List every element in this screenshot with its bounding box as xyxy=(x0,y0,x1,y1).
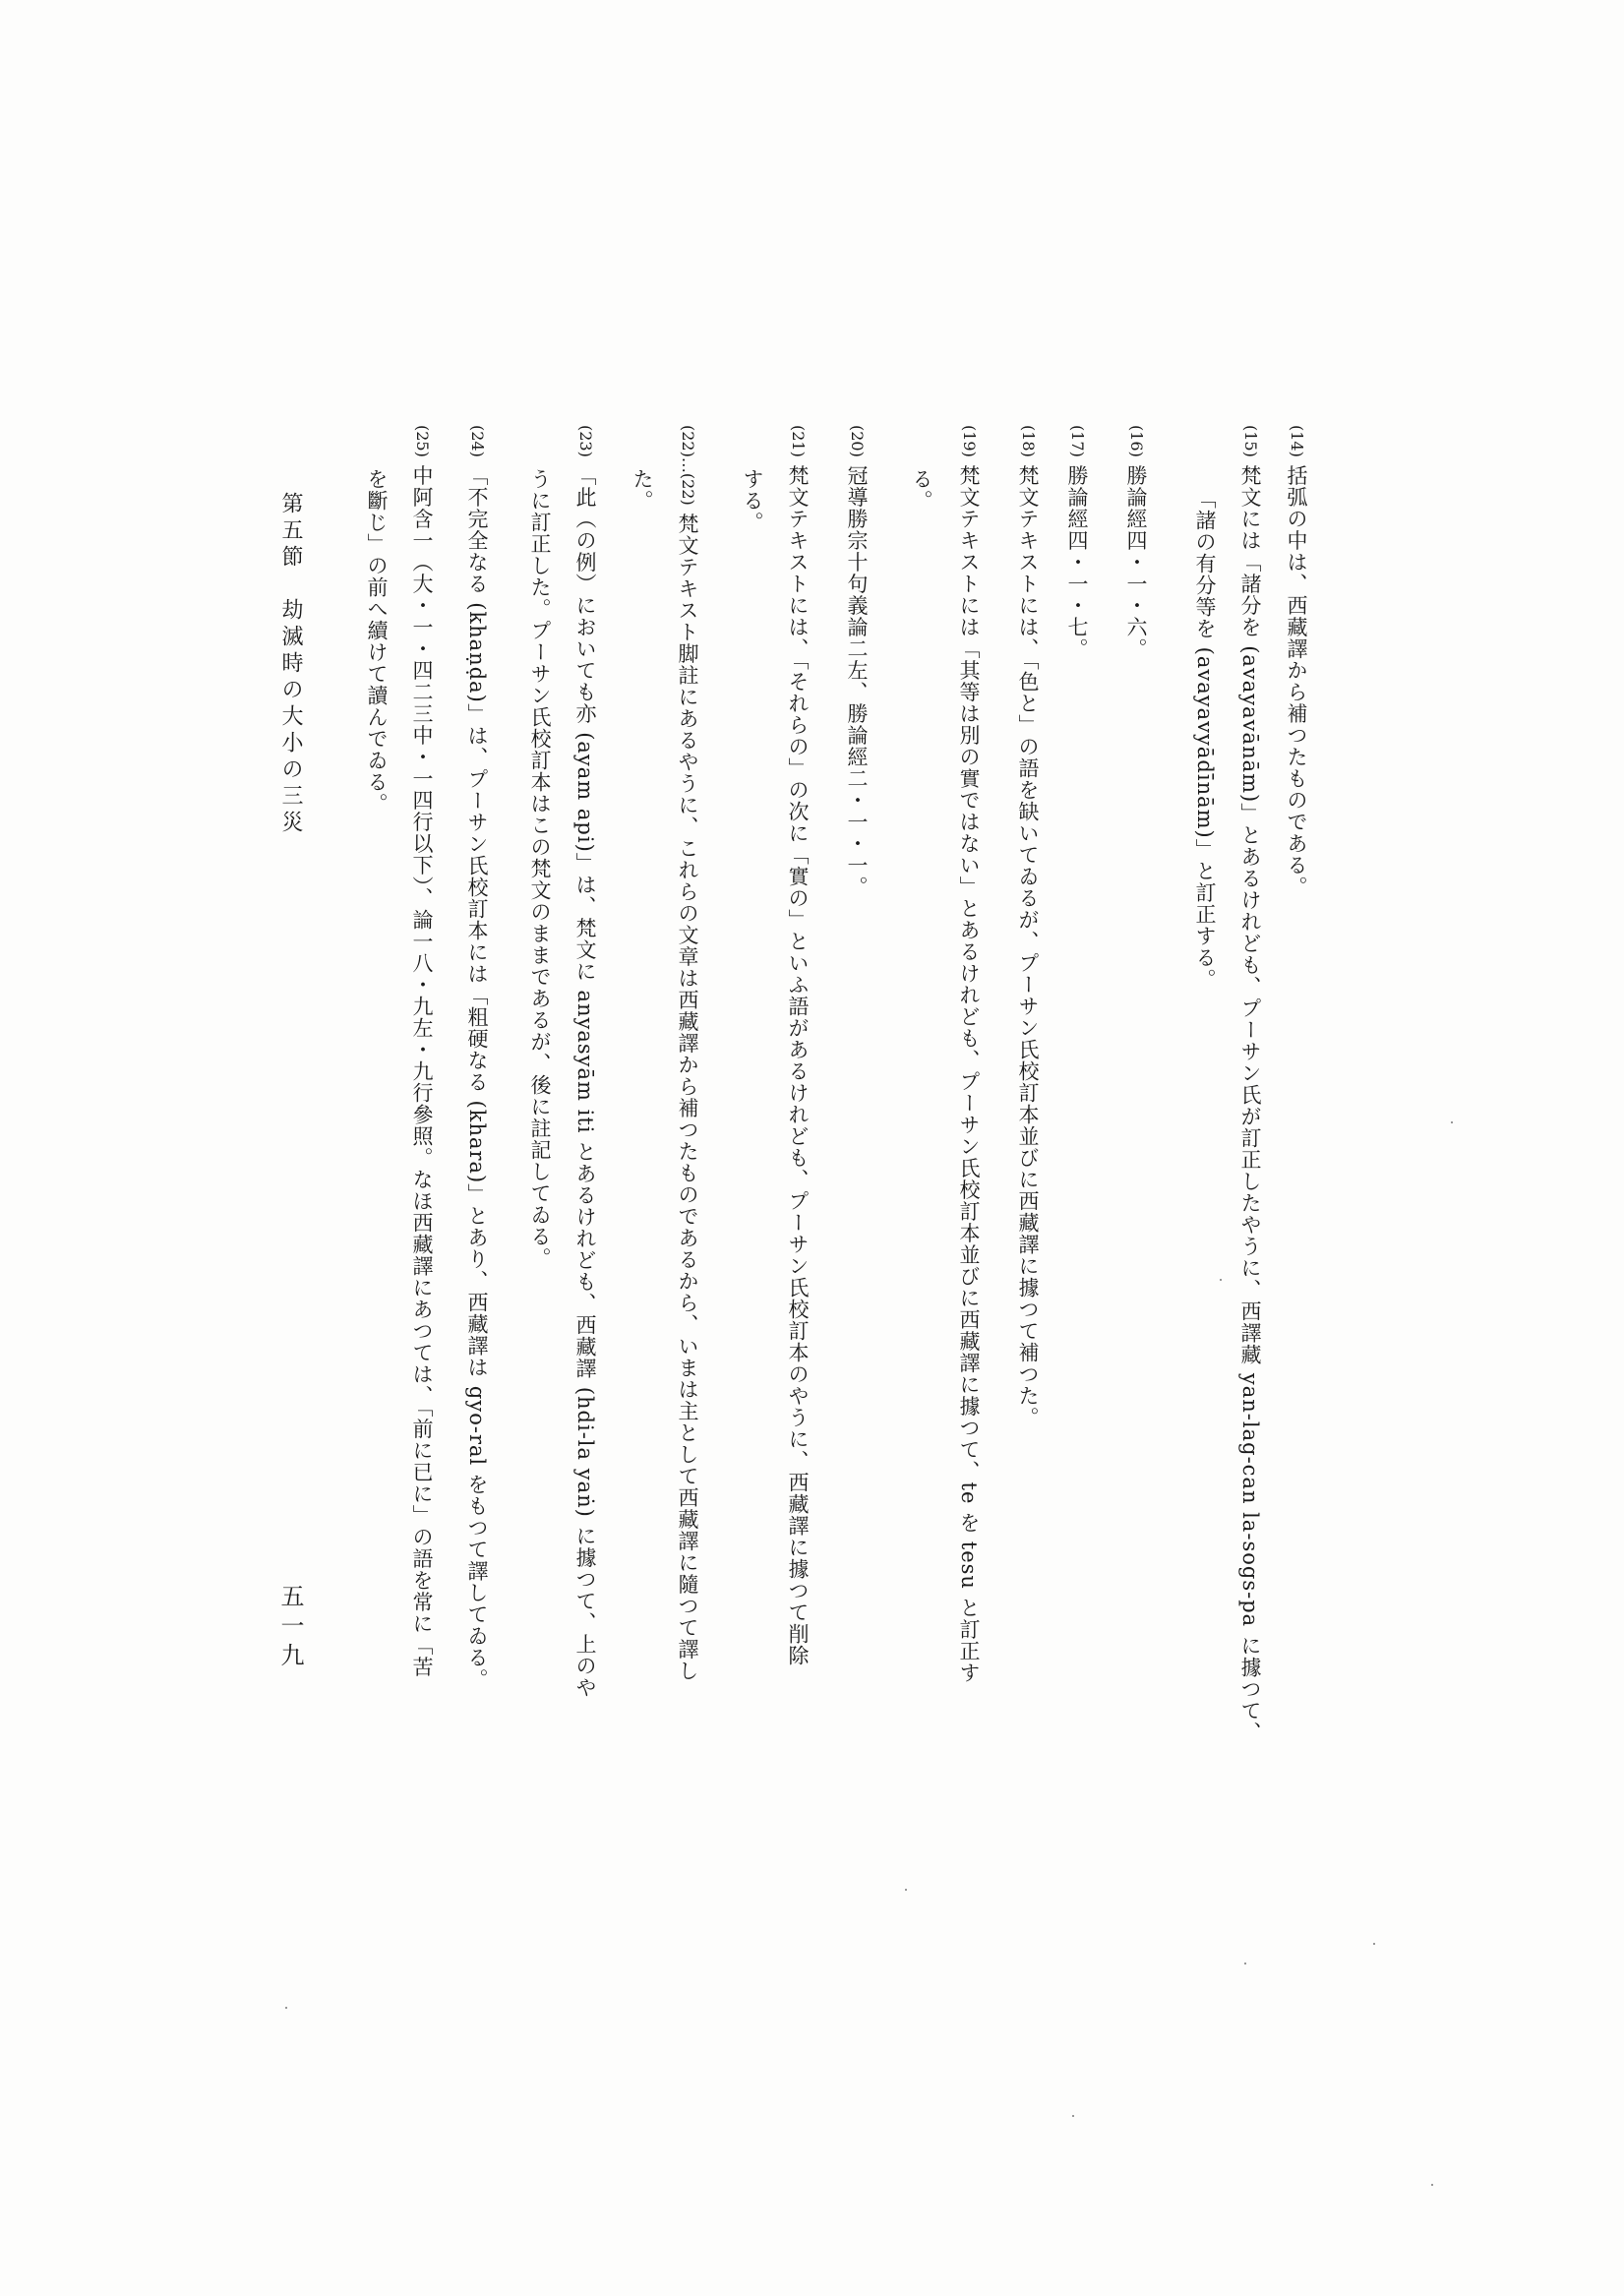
note-text: 冠導勝宗十句義論二左、勝論經二・一・一。 xyxy=(845,464,869,898)
scan-speck xyxy=(1072,2115,1074,2117)
note-23 xyxy=(572,425,598,1699)
note-text: を斷じ」の前へ續けて讀んでゐる。 xyxy=(365,468,389,815)
note-24 xyxy=(464,425,490,1690)
note-number: (22)…(22) xyxy=(679,425,697,506)
scan-speck xyxy=(1431,2184,1433,2186)
note-text: た。 xyxy=(631,468,654,512)
note-text: 勝論經四・一・六。 xyxy=(1124,464,1148,660)
note-21-continuation xyxy=(740,468,765,533)
note-text: 括弧の中は、西藏譯から補つたものである。 xyxy=(1285,464,1308,898)
note-15 xyxy=(1237,425,1263,1743)
note-text: 「此（の例）においても亦 (ayam api)」は、梵文に anyasyām iti とあるけれども、西藏譯 (hdi-la yaṅ) に據つて、上のや xyxy=(573,464,597,1699)
scan-speck xyxy=(1451,1121,1453,1123)
note-22-continuation xyxy=(630,468,655,512)
note-19 xyxy=(956,425,982,1684)
scan-speck xyxy=(1373,1943,1375,1945)
scan-speck xyxy=(905,1889,907,1891)
note-number: (19) xyxy=(960,425,979,457)
note-text: 梵文テキストには、「色と」の語を缺いてゐるが、プーサン氏校訂本並びに西藏譯に據つて補つた。 xyxy=(1016,464,1040,1429)
note-text: る。 xyxy=(910,468,933,512)
scan-speck xyxy=(1220,1279,1222,1281)
note-25 xyxy=(409,425,435,1678)
note-text: 梵文テキストには、「それらの」の次に「實の」といふ語があるけれども、プーサン氏校訂本のやうに、西藏譯に據つて削除 xyxy=(786,464,810,1667)
note-22 xyxy=(675,425,700,1681)
running-head: 第五節 劫滅時の大小の三災 xyxy=(278,492,303,837)
note-number: (21) xyxy=(789,425,808,457)
note-25-continuation xyxy=(364,468,390,815)
note-number: (16) xyxy=(1127,425,1146,457)
note-text: 梵文には「諸分を (avayavānām)」とあるけれども、プーサン氏が訂正したやうに、西譯藏 yan-lag-can la-sogs-pa に據つて、 xyxy=(1238,464,1262,1743)
note-number: (17) xyxy=(1068,425,1087,457)
note-18 xyxy=(1015,425,1041,1428)
note-number: (20) xyxy=(848,425,867,457)
note-text: 「諸の有分等を (avayavyādīnām)」と訂正する。 xyxy=(1193,488,1217,991)
scan-speck xyxy=(1244,1963,1246,1964)
note-number: (14) xyxy=(1288,425,1306,457)
note-text: 「不完全なる (khaṇḍa)」は、プーサン氏校訂本には「粗硬なる (khara)」とあり、西藏譯は gyo-ral をもつて譯してゐる。 xyxy=(465,464,489,1690)
note-text: 梵文テキストには「其等は別の實ではない」とあるけれども、プーサン氏校訂本並びに西藏譯に據つて、te を tesu と訂正す xyxy=(957,464,981,1684)
note-number: (15) xyxy=(1241,425,1260,457)
note-16 xyxy=(1123,425,1149,660)
note-number: (23) xyxy=(576,425,595,457)
note-21 xyxy=(785,425,811,1666)
note-number: (24) xyxy=(468,425,487,457)
note-text: うに訂正した。プーサン氏校訂本はこの梵文のままであるが、後に註記してゐる。 xyxy=(528,468,552,1269)
note-15-continuation xyxy=(1192,488,1218,991)
note-text: 勝論經四・一・七。 xyxy=(1065,464,1089,660)
page-number: 五一九 xyxy=(276,1584,304,1672)
note-14 xyxy=(1284,425,1309,898)
note-number: (18) xyxy=(1019,425,1038,457)
note-20 xyxy=(844,425,870,898)
scan-speck xyxy=(285,2007,287,2009)
note-17 xyxy=(1064,425,1090,660)
note-19-continuation xyxy=(909,468,934,512)
note-text: 中阿含一（大・一・四二三中・一四行以下）、論一八・九左・九行參照。なほ西藏譯にあつては、「前に已に」の語を常に「苦 xyxy=(410,464,434,1678)
note-number: (25) xyxy=(413,425,432,457)
note-23-continuation xyxy=(527,468,553,1269)
note-text: する。 xyxy=(741,468,764,533)
note-text: 梵文テキスト脚註にあるやうに、これらの文章は西藏譯から補つたものであるから、いまは主として西藏譯に隨つて譯し xyxy=(676,513,699,1682)
